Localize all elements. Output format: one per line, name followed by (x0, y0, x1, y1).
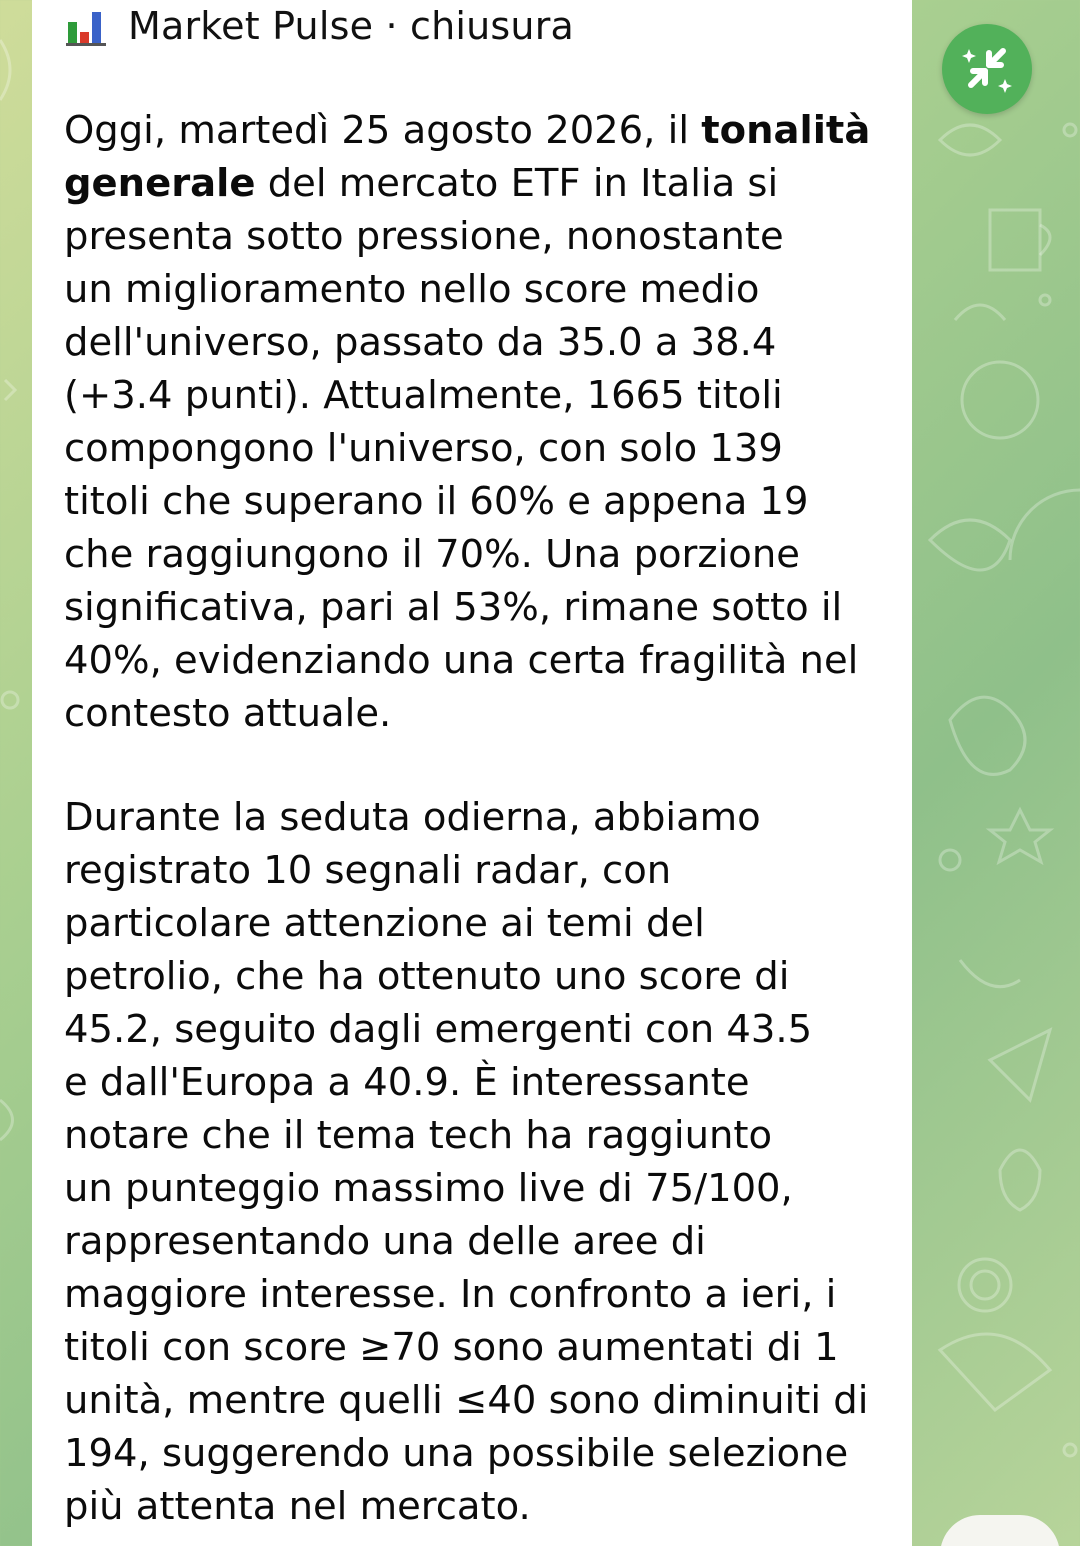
text-line: maggiore interesse. In confronto a ieri, i (64, 1272, 837, 1317)
text-segment: significativa, pari al 53%, rimane sotto il (64, 585, 843, 630)
text-segment: del mercato ETF in Italia si (255, 161, 779, 206)
collapse-arrows-icon (959, 41, 1015, 97)
text-line: particolare attenzione ai temi del (64, 901, 705, 946)
text-segment: tonalità (701, 108, 871, 153)
text-line: rappresentando una delle aree di (64, 1219, 706, 1264)
text-segment: presenta sotto pressione, nonostante (64, 214, 784, 259)
text-line (64, 210, 884, 263)
text-line (64, 263, 884, 316)
text-line: unità, mentre quelli ≤40 sono diminuiti di (64, 1378, 869, 1423)
text-segment: 40%, evidenziando una certa fragilità nel (64, 638, 859, 683)
text-line (64, 581, 884, 634)
text-segment: che raggiungono il 70%. Una porzione (64, 532, 800, 577)
text-segment: compongono l'universo, con solo 139 (64, 426, 783, 471)
text-line: un punteggio massimo live di 75/100, (64, 1166, 793, 1211)
text-line: 194, suggerendo una possibile selezione (64, 1431, 849, 1476)
text-line (64, 422, 884, 475)
text-line: notare che il tema tech ha raggiunto (64, 1113, 773, 1158)
message-paragraph-1 (64, 104, 884, 740)
message-title: Market Pulse · chiusura (128, 4, 575, 48)
text-line: petrolio, che ha ottenuto uno score di (64, 954, 790, 999)
text-line (64, 687, 884, 740)
text-line (64, 104, 884, 157)
text-segment: un miglioramento nello score medio (64, 267, 760, 312)
text-line: 45.2, seguito dagli emergenti con 43.5 (64, 1007, 813, 1052)
text-line (64, 316, 884, 369)
text-segment: titoli che superano il 60% e appena 19 (64, 479, 809, 524)
text-line (64, 475, 884, 528)
message-paragraph-2 (64, 791, 884, 1533)
text-line (64, 528, 884, 581)
text-line (64, 157, 884, 210)
text-segment: (+3.4 punti). Attualmente, 1665 titoli (64, 373, 783, 418)
bar-chart-icon (66, 6, 110, 46)
collapse-button[interactable] (942, 24, 1032, 114)
text-line: e dall'Europa a 40.9. È interessante (64, 1060, 750, 1105)
text-segment: Oggi, martedì 25 agosto 2026, il (64, 108, 702, 153)
text-line: registrato 10 segnali radar, con (64, 848, 672, 893)
text-line: più attenta nel mercato. (64, 1484, 531, 1529)
text-line: titoli con score ≥70 sono aumentati di 1 (64, 1325, 839, 1370)
text-segment: contesto attuale. (64, 691, 392, 736)
text-segment: generale (64, 161, 256, 206)
text-line (64, 634, 884, 687)
text-line: Durante la seduta odierna, abbiamo (64, 795, 761, 840)
text-line (64, 369, 884, 422)
message-header (66, 2, 574, 50)
partial-bubble (940, 1515, 1060, 1546)
text-segment: dell'universo, passato da 35.0 a 38.4 (64, 320, 777, 365)
